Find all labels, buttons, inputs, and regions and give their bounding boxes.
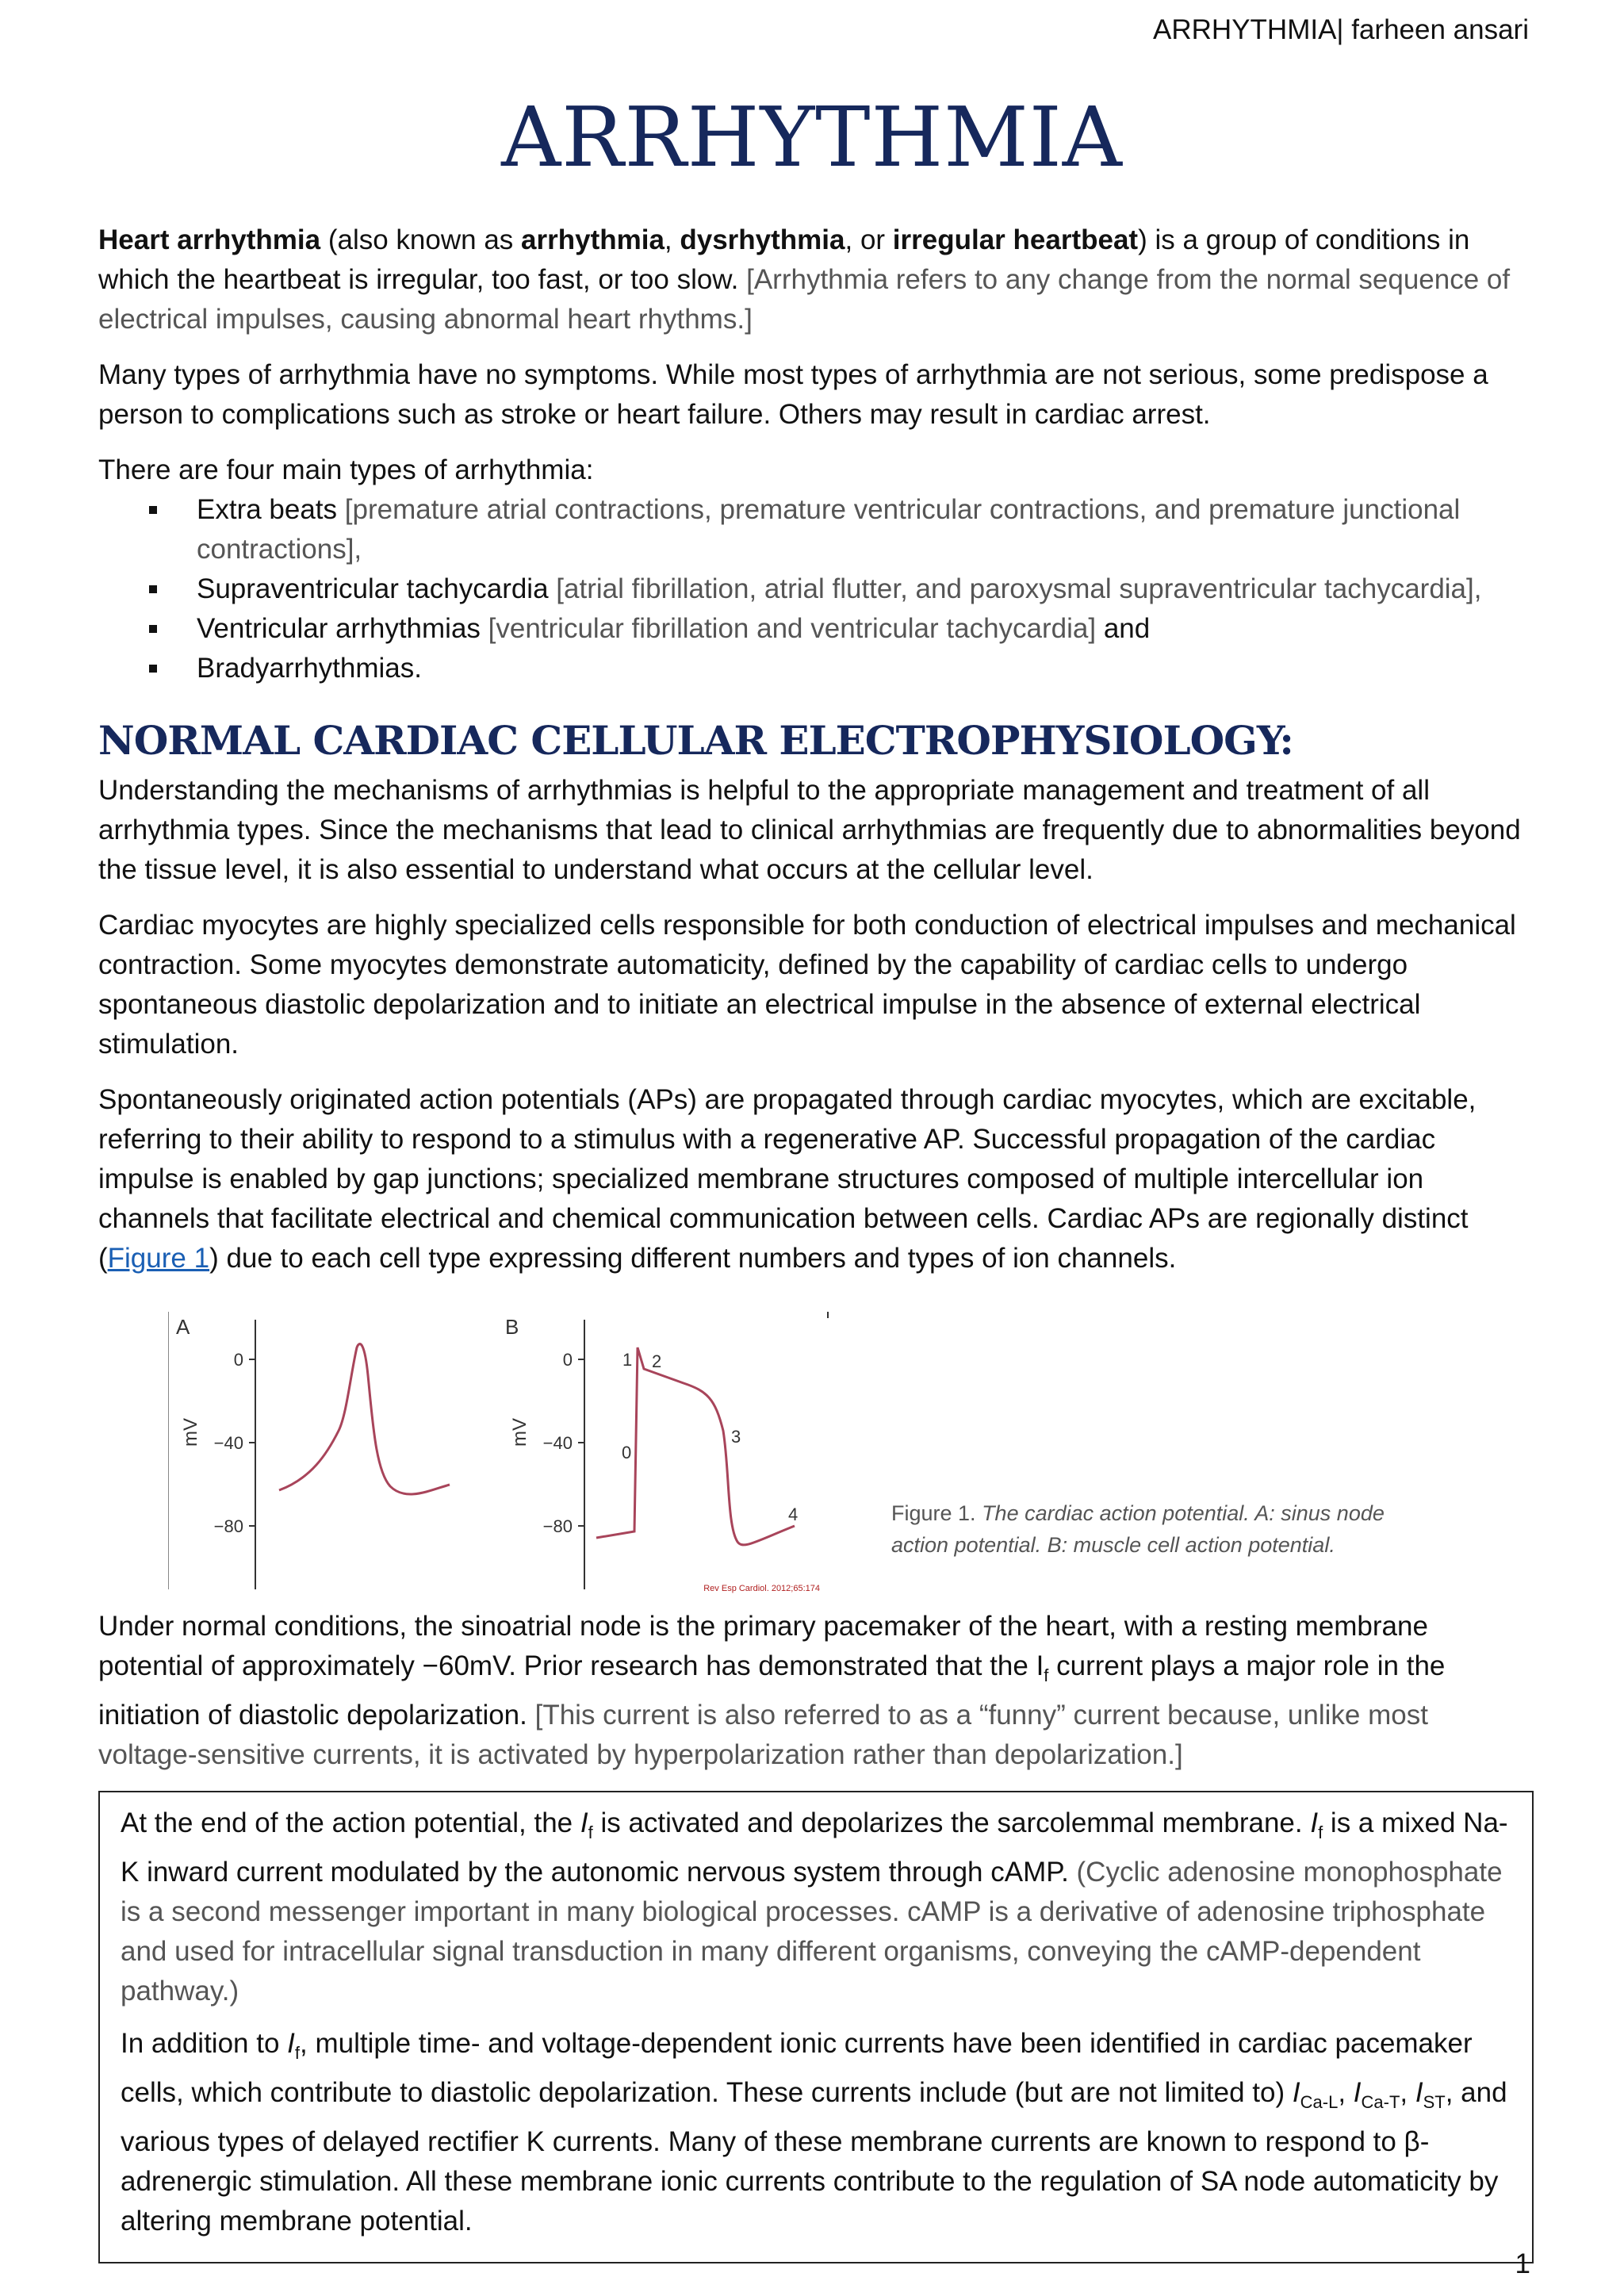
- subscript: f: [588, 1823, 593, 1842]
- panel-b-label: B: [505, 1315, 519, 1339]
- symbol: I: [580, 1807, 588, 1838]
- tick-label: −80: [213, 1516, 243, 1536]
- arrhythmia-types-list: [98, 490, 1534, 688]
- phase-label: 0: [622, 1443, 632, 1462]
- text: ) due to each cell type expressing different numbers and types of ion channels.: [209, 1243, 1177, 1274]
- page-number: 1: [1515, 2248, 1530, 2279]
- term-irregular-heartbeat: irregular heartbeat: [892, 224, 1139, 255]
- y-axis-label: mV: [180, 1418, 201, 1447]
- symbol: I: [1292, 2077, 1300, 2108]
- panel-a-label: A: [176, 1315, 190, 1339]
- info-box: [98, 1791, 1534, 2263]
- main-content: [98, 220, 1534, 2263]
- y-axis-label: mV: [509, 1418, 530, 1447]
- camp-note: (Cyclic adenosine monophosphate is a second messenger important in many biological processes. cAMP is a derivative of adenosine triphosphate and used for intracellular signal transduction in many different organisms, conveying the cAMP-dependent pathway.): [121, 1857, 1503, 2007]
- text: ,: [1338, 2077, 1354, 2108]
- text: ,: [1400, 2077, 1415, 2108]
- subscript: Ca-L: [1300, 2092, 1339, 2112]
- type-name: Ventricular arrhythmias: [197, 613, 481, 644]
- subscript: ST: [1423, 2092, 1446, 2112]
- symbol: I: [1415, 2077, 1423, 2108]
- text: Under normal conditions, the sinoatrial node is the primary pacemaker of the heart, with a resting membrane potential of approximately −60mV. Prior research has demonstrated that the I: [98, 1611, 1428, 1681]
- caption-label: Figure 1.: [891, 1501, 982, 1525]
- figure-background: [168, 1312, 834, 1597]
- section-paragraph-2: Cardiac myocytes are highly specialized cells responsible for both conduction of electrical impulses and mechanical contraction. Some myocytes demonstrate automaticity, defined by the capability of cardiac cells to undergo spontaneous diastolic depolarization and to initiate an electrical impulse in the absence of external electrical stimulation.: [98, 910, 1516, 1060]
- type-name: Bradyarrhythmias.: [197, 653, 422, 684]
- list-item: [98, 490, 1534, 569]
- text: ,: [664, 224, 680, 255]
- list-item: [98, 609, 1534, 649]
- text: , or: [845, 224, 893, 255]
- definition-note: [Arrhythmia refers to any change from the normal sequence of electrical impulses, causing abnormal heart rhythms.]: [98, 264, 1511, 335]
- phase-label: 4: [788, 1504, 799, 1524]
- term-dysrhythmia: dysrhythmia: [680, 224, 845, 255]
- section-heading: NORMAL CARDIAC CELLULAR ELECTROPHYSIOLOGY:: [98, 717, 1293, 764]
- box-paragraph-2: [121, 2024, 1511, 2241]
- funny-current-note: [This current is also referred to as a “funny” current because, unlike most voltage-sensitive currents, it is activated by hyperpolarization rather than depolarization.]: [98, 1700, 1428, 1770]
- intro-paragraph-2: Many types of arrhythmia have no symptoms. While most types of arrhythmia are not serious, some predispose a person to complications such as stroke or heart failure. Others may result in cardiac arrest.: [98, 359, 1488, 430]
- term-arrhythmia: arrhythmia: [521, 224, 665, 255]
- tick-label: −80: [542, 1516, 573, 1536]
- text: Spontaneously originated action potentials (APs) are propagated through cardiac myocytes, which are excitable, referring to their ability to respond to a stimulus with a regenerative AP. Successful propagation of the cardiac impulse is enabled by gap junctions; specialized membrane structures composed of multiple intercellular ion channels that facilitate electrical and chemical communication between cells. Cardiac APs are regionally distinct (: [98, 1084, 1477, 1274]
- subscript: Ca-T: [1361, 2092, 1400, 2112]
- text: , and various types of delayed rectifier K currents. Many of these membrane currents are known to respond to β-adrenergic stimulation. All these membrane ionic currents contribute to the regulation of SA node automaticity by altering membrane potential.: [121, 2077, 1507, 2237]
- text: In addition to: [121, 2028, 288, 2059]
- phase-label: 3: [731, 1427, 741, 1447]
- text: (also known as: [320, 224, 522, 255]
- text: ) is a group of conditions in which the heartbeat is irregular, too fast, or too slow.: [98, 224, 1470, 295]
- text: current plays a major role in the initiation of diastolic depolarization.: [98, 1650, 1446, 1731]
- type-detail: [premature atrial contractions, premature ventricular contractions, and premature junctional contractions],: [197, 494, 1461, 565]
- type-detail: [ventricular fibrillation and ventricular tachycardia]: [480, 613, 1097, 644]
- tick-label: 0: [562, 1350, 573, 1370]
- section-paragraph-1: Understanding the mechanisms of arrhythmias is helpful to the appropriate management and treatment of all arrhythmia types. Since the mechanisms that lead to clinical arrhythmias are frequently due to abnormalities beyond the tissue level, it is also essential to understand what occurs at the cellular level.: [98, 775, 1521, 885]
- subscript: f: [1044, 1665, 1049, 1685]
- symbol: I: [287, 2028, 295, 2059]
- list-item: [98, 649, 1534, 688]
- text: , multiple time- and voltage-dependent ionic currents have been identified in cardiac pacemaker cells, which contribute to diastolic depolarization. These currents include (but are not limited to): [121, 2028, 1473, 2108]
- text: is a mixed Na-K inward current modulated by the autonomic nervous system through cAMP.: [121, 1807, 1508, 1888]
- term-heart-arrhythmia: Heart arrhythmia: [98, 224, 321, 255]
- figure-source: Rev Esp Cardiol. 2012;65:174: [703, 1584, 820, 1593]
- list-item: [98, 569, 1534, 609]
- symbol: I: [1353, 2077, 1362, 2108]
- figure-1: [98, 1294, 1534, 1596]
- document-title: ARRHYTHMIA: [501, 89, 1123, 186]
- tick-label: −40: [542, 1433, 573, 1453]
- running-header: ARRHYTHMIA| farheen ansari: [1153, 14, 1529, 45]
- phase-label: 2: [652, 1351, 662, 1371]
- section-paragraph-3: [98, 1080, 1534, 1278]
- box-paragraph-1: [121, 1803, 1511, 2011]
- symbol: I: [1310, 1807, 1319, 1838]
- text: At the end of the action potential, the: [121, 1807, 580, 1838]
- type-name: Extra beats: [197, 494, 338, 525]
- tick-label: −40: [213, 1433, 243, 1453]
- tick-label: 0: [233, 1350, 243, 1370]
- action-potential-figure: [168, 1312, 834, 1597]
- phase-label: 1: [622, 1350, 633, 1370]
- text: is activated and depolarizes the sarcolemmal membrane.: [592, 1807, 1311, 1838]
- subscript: f: [1318, 1823, 1323, 1842]
- caption-text: The cardiac action potential. A: sinus node action potential. B: muscle cell action potential.: [891, 1501, 1385, 1557]
- type-name: Supraventricular tachycardia: [197, 573, 549, 604]
- figure-caption: [891, 1497, 1431, 1561]
- subscript: f: [294, 2043, 301, 2063]
- type-tail: and: [1096, 613, 1151, 644]
- intro-paragraph-1: [98, 220, 1534, 339]
- figure-1-link[interactable]: Figure 1: [107, 1243, 210, 1274]
- type-detail: [atrial fibrillation, atrial flutter, and paroxysmal supraventricular tachycardia],: [548, 573, 1482, 604]
- sa-node-paragraph: [98, 1607, 1534, 1775]
- types-intro: There are four main types of arrhythmia:: [98, 454, 594, 485]
